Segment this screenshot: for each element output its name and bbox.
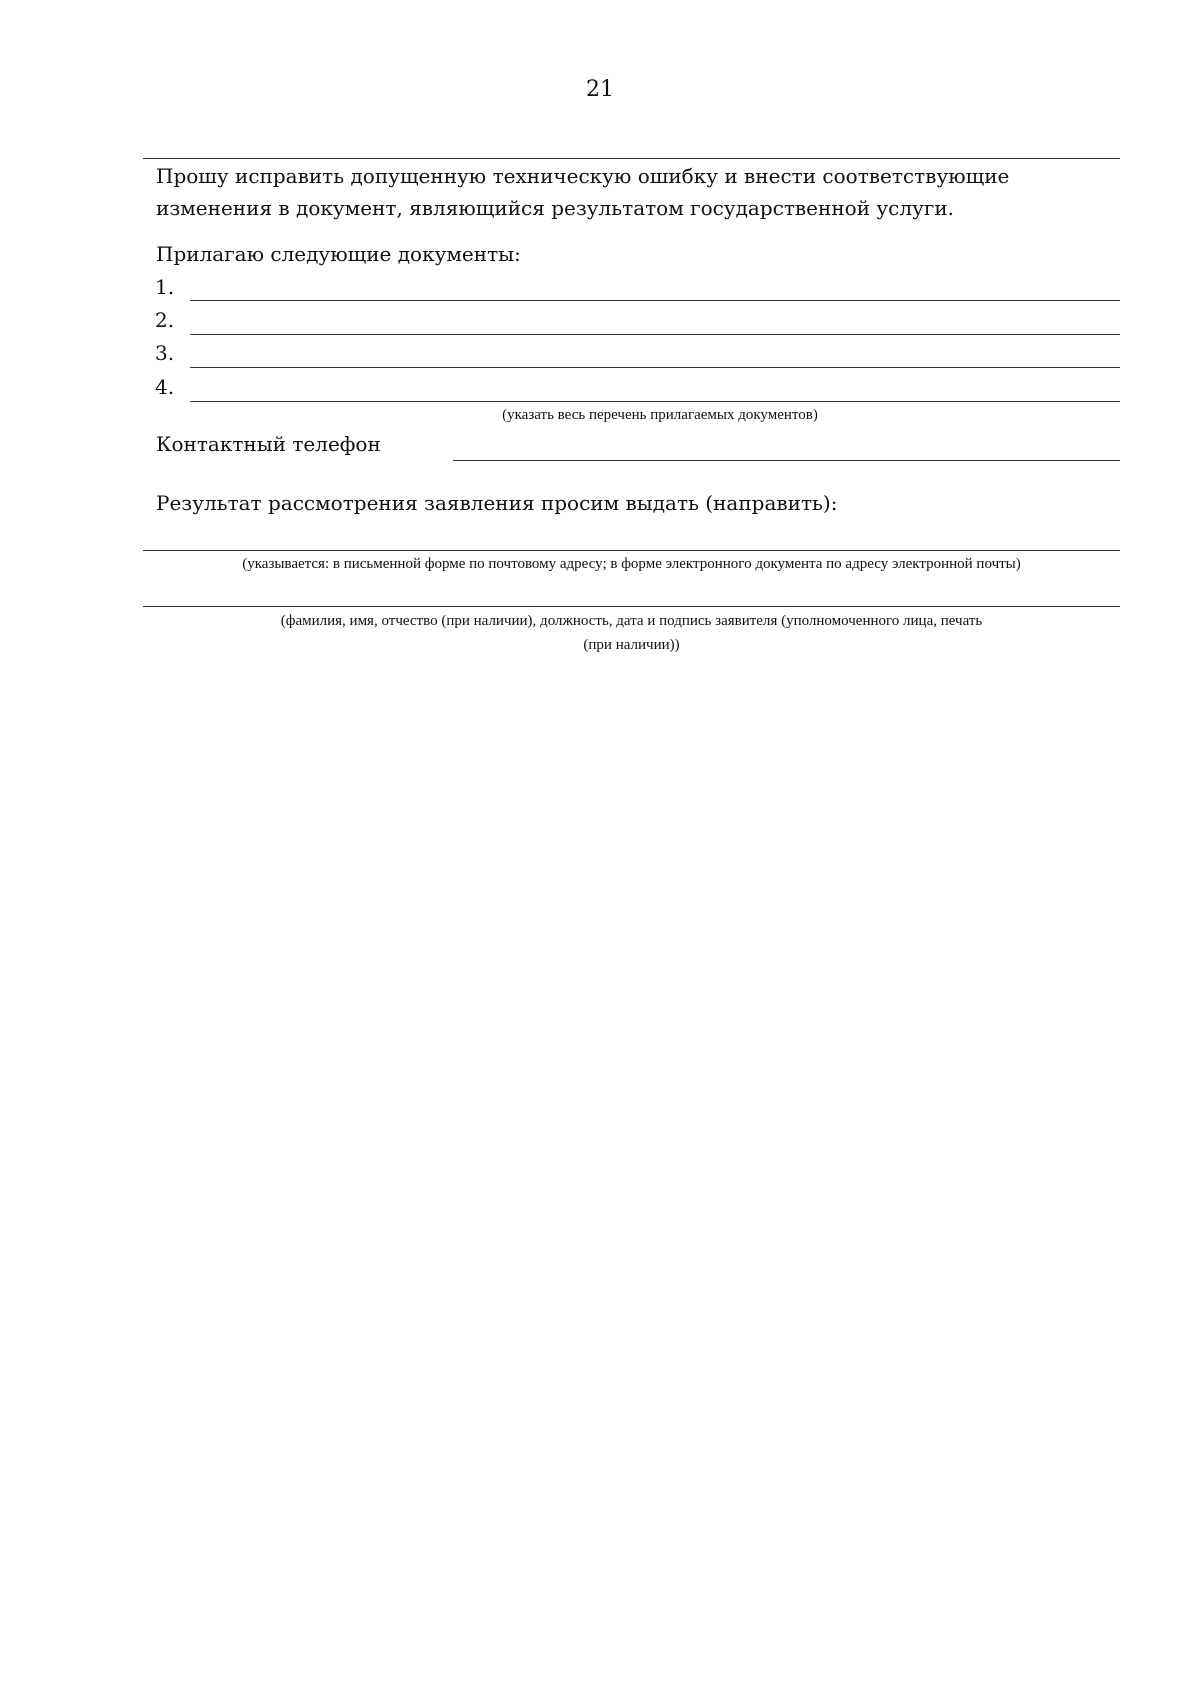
contact-phone-field[interactable] xyxy=(453,428,1120,461)
signature-hint-line-2: (при наличии)) xyxy=(583,637,680,653)
attachment-number-2: 2. xyxy=(155,308,175,332)
attachment-number-1: 1. xyxy=(155,275,175,299)
contact-phone-label: Контактный телефон xyxy=(156,432,381,456)
attachments-heading: Прилагаю следующие документы: xyxy=(156,242,521,266)
signature-hint-line-1: (фамилия, имя, отчество (при наличии), должность, дата и подпись заявителя (уполномоченного лица, печать xyxy=(280,613,983,629)
result-hint: (указывается: в письменной форме по почтовому адресу; в форме электронного документа по адресу электронной почты) xyxy=(242,556,1021,572)
request-text-line-1: Прошу исправить допущенную техническую ошибку и внести соответствующие xyxy=(156,164,1010,188)
attachment-field-2[interactable] xyxy=(190,302,1120,335)
result-heading: Результат рассмотрения заявления просим выдать (направить): xyxy=(156,491,838,515)
attachment-field-1[interactable] xyxy=(190,268,1120,301)
top-rule xyxy=(143,158,1120,159)
attachment-field-3[interactable] xyxy=(190,335,1120,368)
request-text-line-2: изменения в документ, являющийся результатом государственной услуги. xyxy=(156,196,955,220)
page-number: 21 xyxy=(586,77,614,102)
attachment-number-4: 4. xyxy=(155,375,175,399)
attachment-field-4[interactable] xyxy=(190,369,1120,402)
attachments-hint: (указать весь перечень прилагаемых документов) xyxy=(502,407,818,423)
signature-field[interactable] xyxy=(143,574,1120,607)
result-delivery-field[interactable] xyxy=(143,518,1120,551)
attachment-number-3: 3. xyxy=(155,341,175,365)
